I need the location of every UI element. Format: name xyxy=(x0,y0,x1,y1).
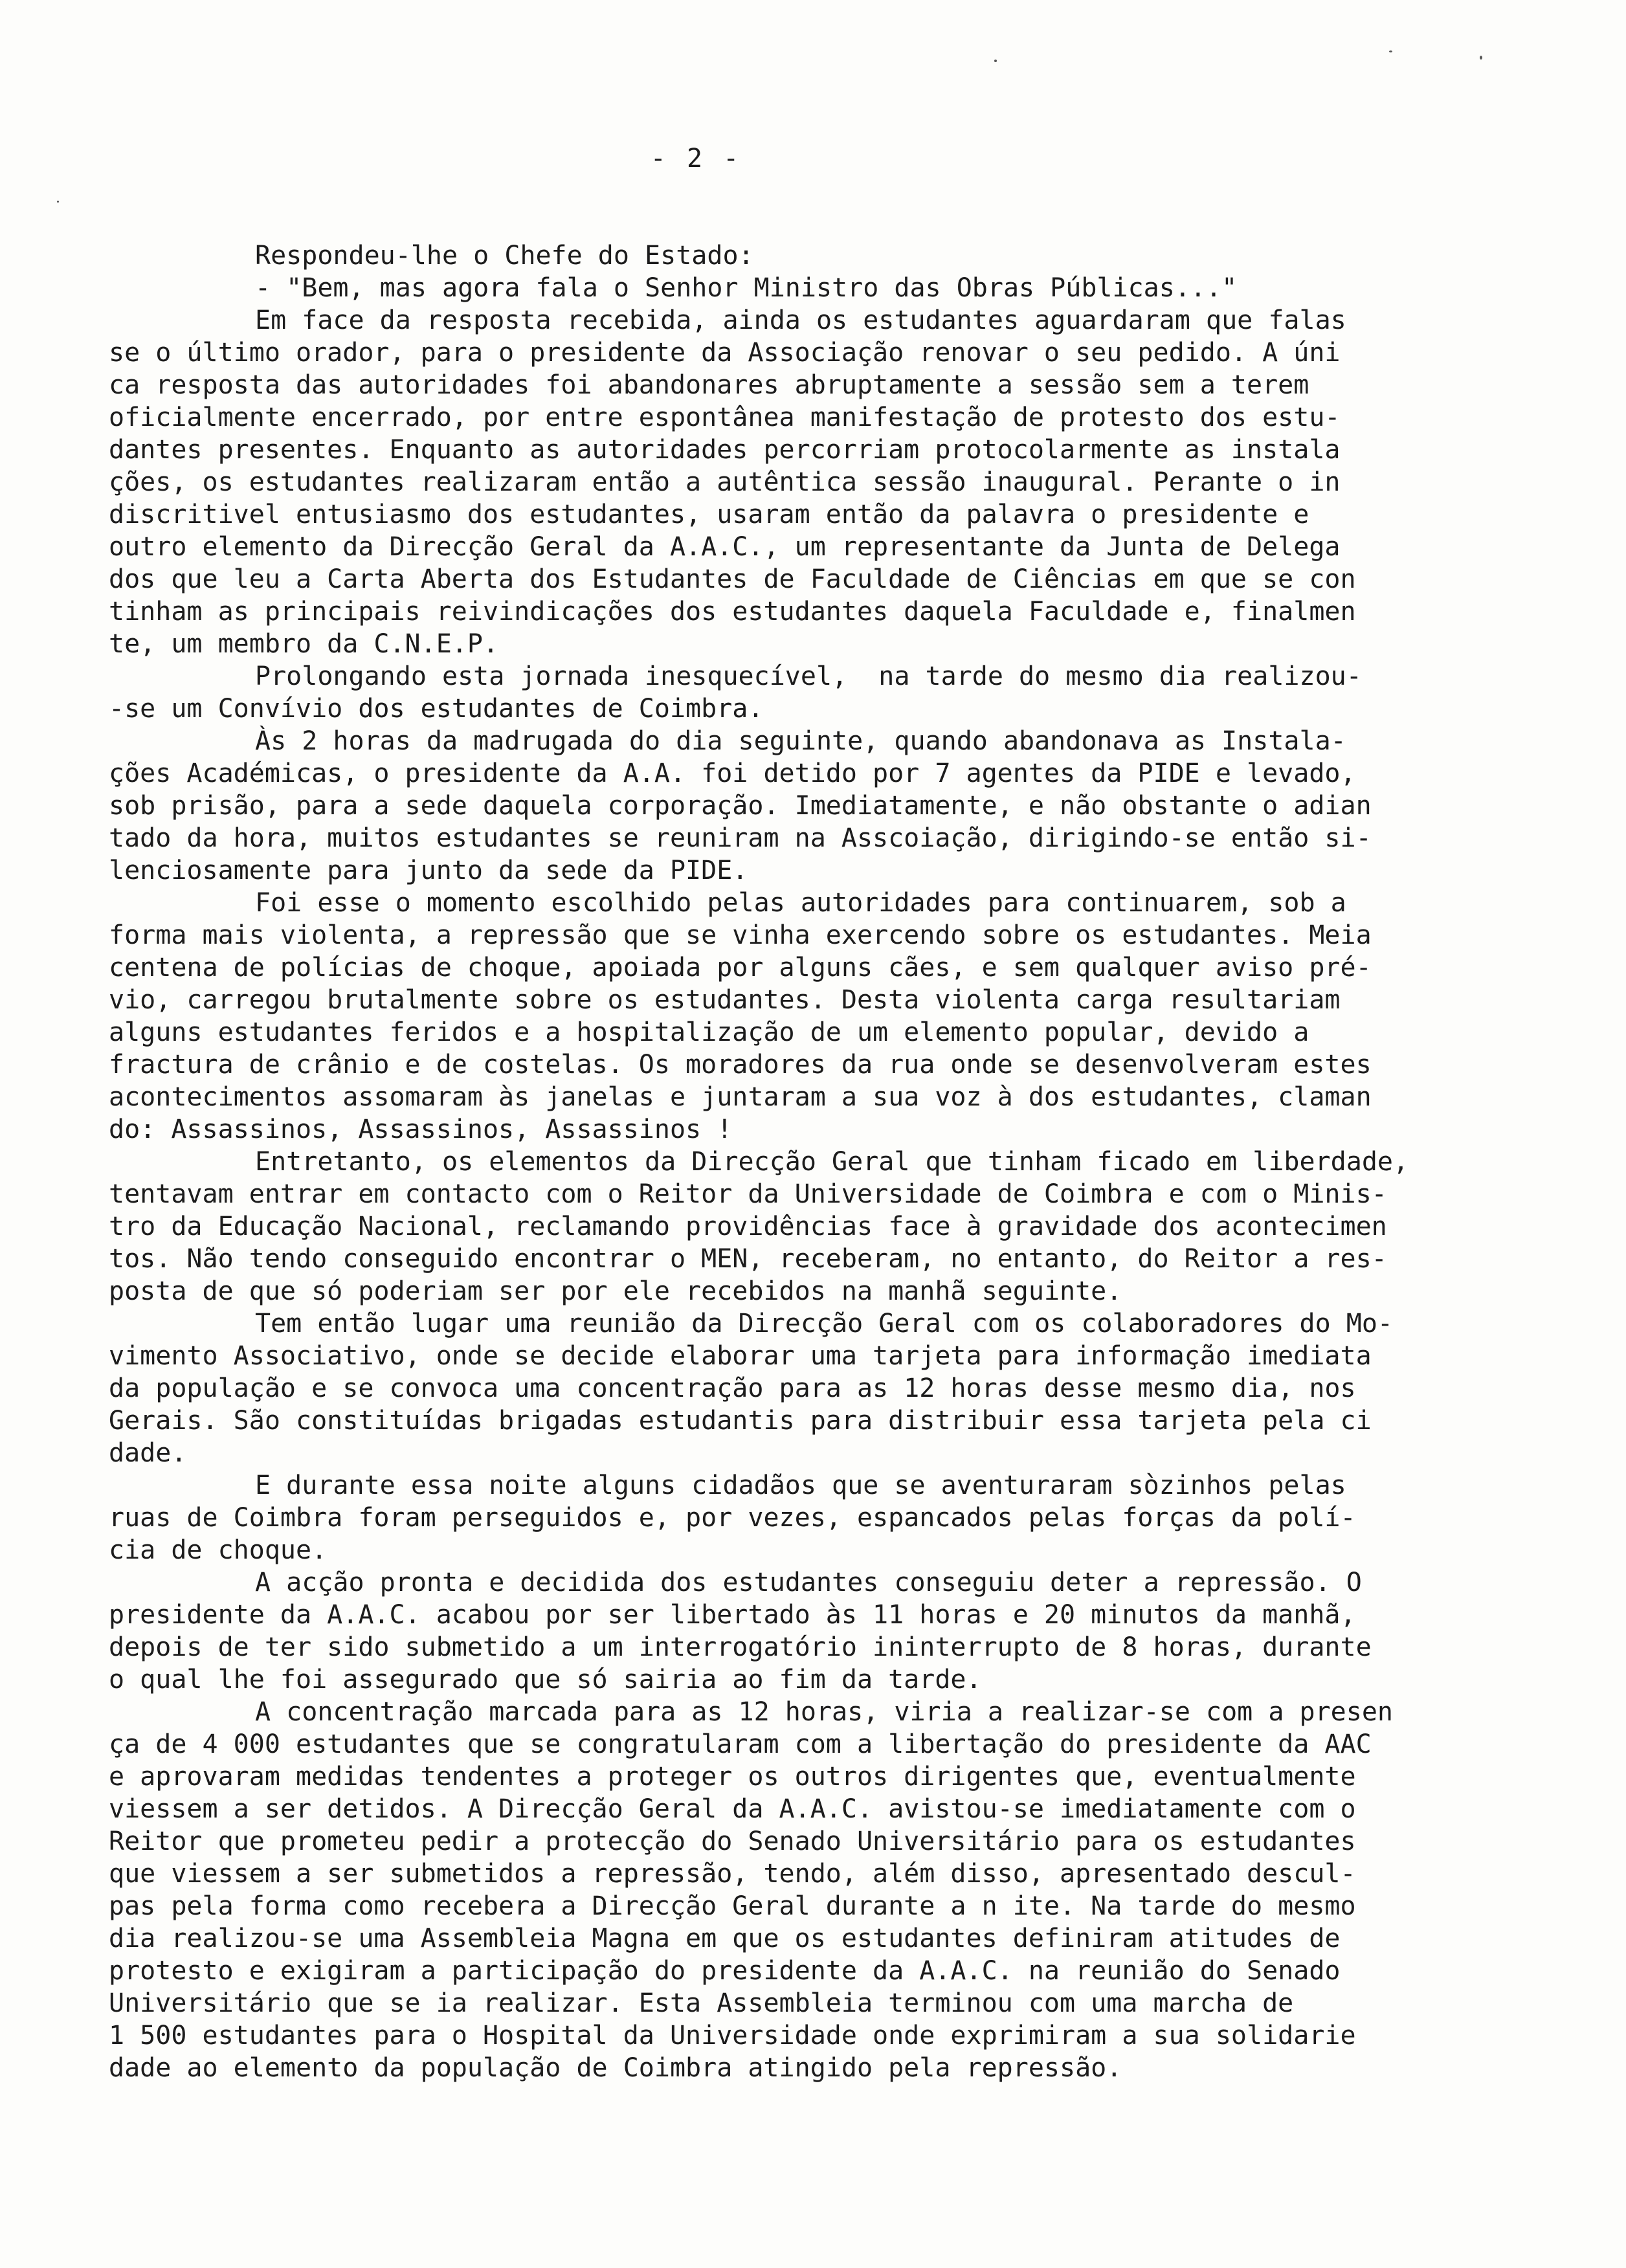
text-line: lenciosamente para junto da sede da PIDE. xyxy=(109,856,748,885)
text-line: ca resposta das autoridades foi abandonares abruptamente a sessão sem a terem xyxy=(109,370,1309,400)
text-line: Reitor que prometeu pedir a protecção do Senado Universitário para os estudantes xyxy=(109,1827,1356,1856)
text-line: posta de que só poderiam ser por ele recebidos na manhã seguinte. xyxy=(109,1276,1122,1306)
text-line: que viessem a ser submetidos a repressão, tendo, além disso, apresentado descul- xyxy=(109,1859,1356,1889)
text-line: A concentração marcada para as 12 horas, viria a realizar-se com a presen xyxy=(255,1697,1393,1727)
scan-speck xyxy=(1480,56,1482,60)
text-line: Universitário que se ia realizar. Esta Assembleia terminou com uma marcha de xyxy=(109,1988,1294,2018)
text-line: dia realizou-se uma Assembleia Magna em que os estudantes definiram atitudes de xyxy=(109,1924,1341,1953)
text-line: protesto e exigiram a participação do presidente da A.A.C. na reunião do Senado xyxy=(109,1956,1341,1986)
text-line: vimento Associativo, onde se decide elaborar uma tarjeta para informação imediata xyxy=(109,1341,1372,1371)
text-line: depois de ter sido submetido a um interrogatório ininterrupto de 8 horas, durante xyxy=(109,1632,1372,1662)
text-line: ções, os estudantes realizaram então a autêntica sessão inaugural. Perante o in xyxy=(109,467,1341,497)
text-line: do: Assassinos, Assassinos, Assassinos ! xyxy=(109,1115,733,1144)
text-line: Em face da resposta recebida, ainda os estudantes aguardaram que falas xyxy=(255,306,1346,335)
text-line: ruas de Coimbra foram perseguidos e, por vezes, espancados pelas forças da polí- xyxy=(109,1503,1356,1533)
text-line: fractura de crânio e de costelas. Os moradores da rua onde se desenvolveram estes xyxy=(109,1050,1372,1080)
text-line: ções Académicas, o presidente da A.A. foi detido por 7 agentes da PIDE e levado, xyxy=(109,759,1356,788)
text-line: viessem a ser detidos. A Direcção Geral da A.A.C. avistou-se imediatamente com o xyxy=(109,1794,1356,1824)
text-line: Entretanto, os elementos da Direcção Geral que tinham ficado em liberdade, xyxy=(255,1147,1409,1177)
text-line: se o último orador, para o presidente da Associação renovar o seu pedido. A úni xyxy=(109,338,1341,368)
text-line: alguns estudantes feridos e a hospitalização de um elemento popular, devido a xyxy=(109,1017,1309,1047)
text-line: Prolongando esta jornada inesquecível, na tarde do mesmo dia realizou- xyxy=(255,662,1362,691)
text-line: -se um Convívio dos estudantes de Coimbra. xyxy=(109,694,764,724)
text-line: dantes presentes. Enquanto as autoridades percorriam protocolarmente as instala xyxy=(109,435,1341,465)
text-line: A acção pronta e decidida dos estudantes conseguiu deter a repressão. O xyxy=(255,1568,1362,1597)
page-number: - 2 - xyxy=(650,144,742,173)
text-line: centena de polícias de choque, apoiada por alguns cães, e sem qualquer aviso pré- xyxy=(109,953,1372,983)
text-line: Gerais. São constituídas brigadas estudantis para distribuir essa tarjeta pela ci xyxy=(109,1406,1372,1436)
text-line: Respondeu-lhe o Chefe do Estado: xyxy=(255,241,754,271)
text-line: vio, carregou brutalmente sobre os estudantes. Desta violenta carga resultariam xyxy=(109,985,1341,1015)
text-line: tro da Educação Nacional, reclamando providências face à gravidade dos acontecimen xyxy=(109,1212,1387,1241)
text-line: discritivel entusiasmo dos estudantes, usaram então da palavra o presidente e xyxy=(109,500,1309,529)
text-line: presidente da A.A.C. acabou por ser libertado às 11 horas e 20 minutos da manhã, xyxy=(109,1600,1356,1630)
text-line: - "Bem, mas agora fala o Senhor Ministro das Obras Públicas..." xyxy=(255,273,1238,303)
text-line: dade ao elemento da população de Coimbra atingido pela repressão. xyxy=(109,2053,1122,2083)
text-line: ça de 4 000 estudantes que se congratularam com a libertação do presidente da AAC xyxy=(109,1729,1372,1759)
text-line: Foi esse o momento escolhido pelas autoridades para continuarem, sob a xyxy=(255,888,1346,918)
text-line: E durante essa noite alguns cidadãos que se aventuraram sòzinhos pelas xyxy=(255,1471,1346,1500)
text-line: tinham as principais reivindicações dos estudantes daquela Faculdade e, finalmen xyxy=(109,597,1356,627)
text-line: 1 500 estudantes para o Hospital da Universidade onde exprimiram a sua solidarie xyxy=(109,2021,1356,2051)
text-line: acontecimentos assomaram às janelas e juntaram a sua voz à dos estudantes, claman xyxy=(109,1082,1372,1112)
text-line: e aprovaram medidas tendentes a proteger os outros dirigentes que, eventualmente xyxy=(109,1762,1356,1792)
text-line: tentavam entrar em contacto com o Reitor da Universidade de Coimbra e com o Minis- xyxy=(109,1179,1387,1209)
text-line: tado da hora, muitos estudantes se reuniram na Asscoiação, dirigindo-se então si- xyxy=(109,823,1372,853)
text-line: te, um membro da C.N.E.P. xyxy=(109,629,499,659)
text-line: outro elemento da Direcção Geral da A.A.C., um representante da Junta de Delega xyxy=(109,532,1341,562)
text-line: oficialmente encerrado, por entre espontânea manifestação de protesto dos estu- xyxy=(109,403,1341,432)
text-line: cia de choque. xyxy=(109,1535,328,1565)
text-line: dade. xyxy=(109,1438,187,1468)
scan-speck xyxy=(57,201,59,203)
body-text xyxy=(109,239,1449,2084)
text-line: sob prisão, para a sede daquela corporação. Imediatamente, e não obstante o adian xyxy=(109,791,1372,821)
text-line: da população e se convoca uma concentração para as 12 horas desse mesmo dia, nos xyxy=(109,1373,1356,1403)
text-line: o qual lhe foi assegurado que só sairia ao fim da tarde. xyxy=(109,1665,982,1695)
text-line: pas pela forma como recebera a Direcção Geral durante a n ite. Na tarde do mesmo xyxy=(109,1891,1356,1921)
scan-speck xyxy=(1389,50,1392,52)
text-line: dos que leu a Carta Aberta dos Estudantes de Faculdade de Ciências em que se con xyxy=(109,564,1356,594)
scan-speck xyxy=(994,60,997,62)
text-line: tos. Não tendo conseguido encontrar o MEN, receberam, no entanto, do Reitor a res- xyxy=(109,1244,1387,1274)
text-line: Tem então lugar uma reunião da Direcção Geral com os colaboradores do Mo- xyxy=(255,1309,1393,1339)
text-line: forma mais violenta, a repressão que se vinha exercendo sobre os estudantes. Meia xyxy=(109,920,1372,950)
text-line: Às 2 horas da madrugada do dia seguinte, quando abandonava as Instala- xyxy=(255,726,1346,756)
